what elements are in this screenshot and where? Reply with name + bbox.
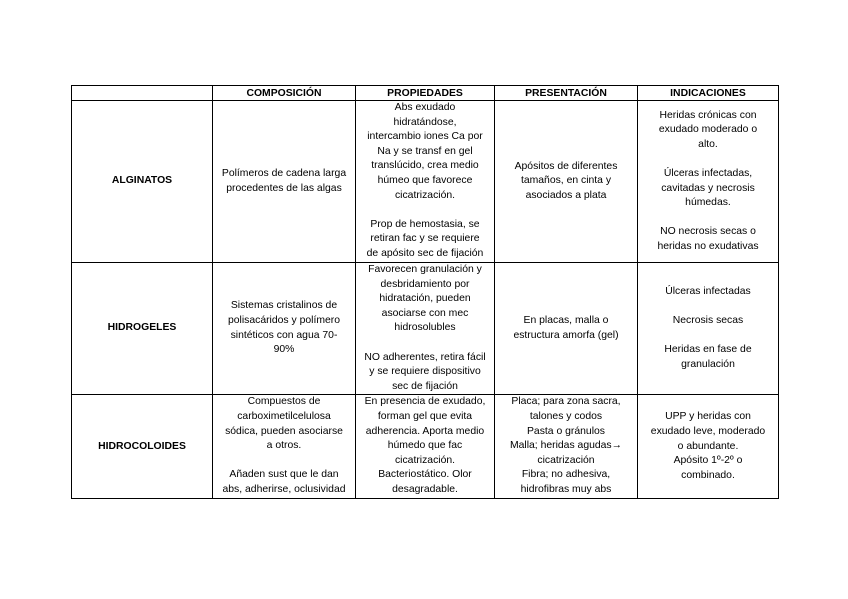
cell-line: cicatrización. bbox=[394, 454, 456, 466]
cell-line: En presencia de exudado, bbox=[364, 396, 486, 408]
cell-line: Úlceras infectadas bbox=[665, 285, 751, 297]
cell-line: forman gel que evita bbox=[377, 410, 473, 422]
cell-line: a otros. bbox=[266, 440, 302, 452]
cell-line: retiran fac y se requiere bbox=[370, 233, 480, 245]
cell-line bbox=[359, 336, 491, 351]
cell-line: NO necrosis secas o bbox=[660, 226, 756, 238]
cell-line: de apósito sec de fijación bbox=[366, 247, 484, 259]
cell-line: hidrofibras muy abs bbox=[520, 483, 612, 495]
cell-line: desagradable. bbox=[392, 483, 458, 495]
cell-line: Heridas en fase de bbox=[664, 344, 752, 356]
table-row-hidrogeles bbox=[72, 263, 779, 395]
cell-line: hidrosolubles bbox=[394, 322, 456, 334]
cell-line: polisacáridos y polímero bbox=[227, 315, 341, 327]
cell-line: Apósitos de diferentes bbox=[514, 160, 618, 172]
cell-line: combinado. bbox=[681, 469, 735, 481]
cell-line: 90% bbox=[273, 344, 295, 356]
cell-line: translúcido, crea medio bbox=[371, 160, 479, 172]
cell-line: Necrosis secas bbox=[672, 315, 744, 327]
table-row-alginatos bbox=[72, 101, 779, 263]
row-label-hidrocoloides: HIDROCOLOIDES bbox=[72, 395, 213, 499]
cell-line: Abs exudado bbox=[394, 102, 456, 113]
cell-line: intercambio iones Ca por bbox=[367, 131, 483, 143]
cell-presentacion bbox=[495, 263, 638, 395]
cell-line: Bacteriostático. Olor bbox=[378, 469, 472, 481]
cell-line: Placa; para zona sacra, bbox=[511, 396, 621, 408]
cell-indicaciones bbox=[638, 263, 779, 395]
cell-line: asociados a plata bbox=[525, 189, 607, 201]
cell-line: alto. bbox=[698, 138, 718, 150]
cell-composicion bbox=[213, 395, 356, 499]
cell-line: adherencia. Aporta medio bbox=[365, 425, 485, 437]
cell-propiedades bbox=[356, 395, 495, 499]
cell-line: sintéticos con agua 70- bbox=[230, 329, 338, 341]
cell-indicaciones bbox=[638, 101, 779, 263]
header-propiedades: PROPIEDADES bbox=[356, 86, 495, 101]
cell-line: Sistemas cristalinos de bbox=[230, 300, 338, 312]
cell-line: tamaños, en cinta y bbox=[520, 175, 612, 187]
row-label-alginatos: ALGINATOS bbox=[72, 101, 213, 263]
cell-line: procedentes de las algas bbox=[226, 182, 342, 194]
header-indicaciones: INDICACIONES bbox=[638, 86, 779, 101]
cell-line: asociarse con mec bbox=[381, 307, 469, 319]
header-composicion: COMPOSICIÓN bbox=[213, 86, 356, 101]
cell-line: Malla; heridas agudas→ bbox=[509, 440, 623, 452]
cell-line bbox=[641, 152, 775, 167]
cell-line: heridas no exudativas bbox=[657, 240, 759, 252]
cell-line: cicatrización bbox=[537, 454, 595, 466]
cell-line: exudado moderado o bbox=[658, 124, 758, 136]
cell-presentacion bbox=[495, 101, 638, 263]
cell-line: estructura amorfa (gel) bbox=[513, 329, 619, 341]
cell-indicaciones bbox=[638, 395, 779, 499]
cell-propiedades bbox=[356, 263, 495, 395]
cell-line bbox=[641, 299, 775, 314]
cell-line bbox=[216, 454, 352, 469]
cell-line: sódica, pueden asociarse bbox=[225, 425, 343, 437]
cell-line: UPP y heridas con bbox=[665, 411, 751, 423]
cell-line: NO adherentes, retira fácil bbox=[364, 351, 486, 363]
cell-line: abs, adherirse, oclusividad bbox=[222, 483, 346, 495]
cell-propiedades bbox=[356, 101, 495, 263]
row-label-hidrogeles: HIDROGELES bbox=[72, 263, 213, 395]
cell-line: exudado leve, moderado bbox=[650, 425, 766, 437]
cell-presentacion bbox=[495, 395, 638, 499]
cell-line: Añaden sust que le dan bbox=[229, 469, 339, 481]
cell-line: húmeo que favorece bbox=[377, 174, 473, 186]
cell-line: Na y se transf en gel bbox=[377, 145, 473, 157]
cell-line: En placas, malla o bbox=[523, 315, 609, 327]
cell-line: talones y codos bbox=[529, 410, 603, 422]
cell-line: Prop de hemostasia, se bbox=[370, 218, 480, 230]
cell-line: Pasta o gránulos bbox=[527, 425, 605, 437]
cell-line: húmedo que fac bbox=[387, 440, 463, 452]
cell-line: carboximetilcelulosa bbox=[237, 410, 331, 422]
cell-line: o abundante. bbox=[677, 440, 739, 452]
comparison-table bbox=[71, 85, 779, 499]
cell-line: Polímeros de cadena larga bbox=[221, 167, 347, 179]
cell-composicion bbox=[213, 263, 356, 395]
cell-line: Compuestos de bbox=[247, 396, 321, 408]
cell-line: Úlceras infectadas, bbox=[663, 167, 753, 179]
cell-line: hidratándose, bbox=[393, 116, 457, 128]
cell-line bbox=[359, 203, 491, 218]
cell-line: Favorecen granulación y bbox=[368, 264, 482, 275]
cell-line: desbridamiento por bbox=[380, 278, 470, 290]
cell-line: húmedas. bbox=[685, 197, 731, 209]
cell-line: cicatrización. bbox=[394, 189, 456, 201]
cell-line: granulación bbox=[681, 358, 735, 370]
table-row-hidrocoloides bbox=[72, 395, 779, 499]
cell-line bbox=[641, 329, 775, 344]
cell-line: Heridas crónicas con bbox=[659, 109, 757, 121]
cell-composicion bbox=[213, 101, 356, 263]
header-presentacion: PRESENTACIÓN bbox=[495, 86, 638, 101]
header-empty bbox=[72, 86, 213, 101]
cell-line: y se requiere dispositivo bbox=[369, 366, 481, 378]
cell-line: sec de fijación bbox=[392, 380, 458, 392]
header-row bbox=[72, 86, 779, 101]
cell-line bbox=[641, 211, 775, 226]
cell-line: Apósito 1º-2º o bbox=[673, 455, 743, 467]
cell-line: cavitadas y necrosis bbox=[661, 182, 755, 194]
cell-line: Fibra; no adhesiva, bbox=[521, 469, 611, 481]
cell-line: hidratación, pueden bbox=[379, 293, 471, 305]
